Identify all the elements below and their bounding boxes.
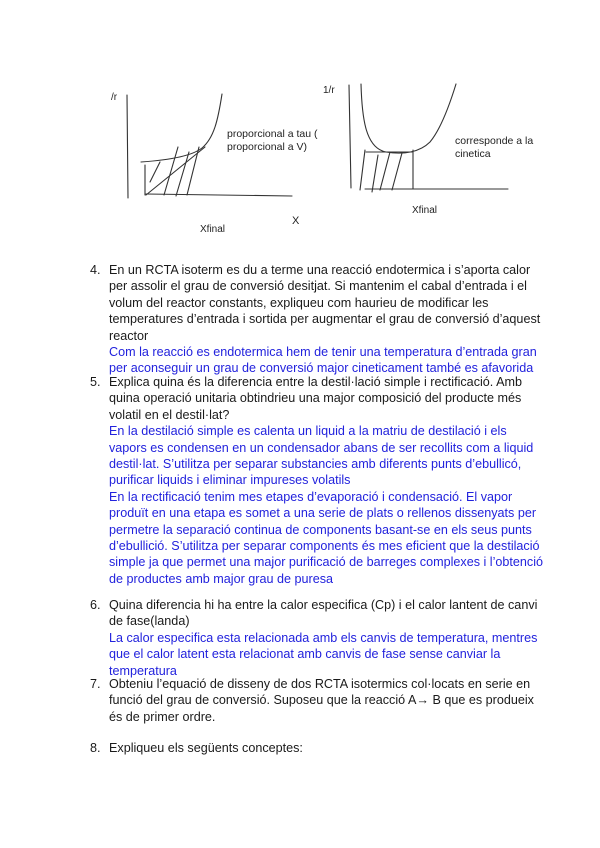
answer-text-line: que el calor latent esta relacionat amb canvis de fase sense canviar la [109, 647, 501, 662]
question-text-line: reactor [109, 328, 149, 343]
answer-text-line: permetre la separació continua de components basant-se en els seus punts [109, 522, 532, 537]
left-xlabel: Xfinal [200, 224, 226, 235]
right-ylabel: 1/r [323, 85, 335, 96]
answer-text-line: simple ja que permet una major purificació de barreges complexes i l’obtenció [109, 555, 544, 570]
left-x-axis-label: X [292, 215, 300, 227]
question-text-line: volum del reactor constants, expliqueu com haurieu de modificar les [109, 295, 489, 310]
left-y-axis [127, 95, 128, 198]
question-text-line: Expliqueu els següents conceptes: [109, 741, 303, 755]
answer-text-line: temperatura [109, 663, 177, 678]
right-xlabel: Xfinal [412, 205, 438, 216]
left-curve-label-2: proporcional a V) [227, 141, 307, 153]
answer-text-line: Com la reacció es endotermica hem de tenir una temperatura d’entrada gran [109, 345, 537, 360]
left-curve-label-1: proporcional a tau ( [227, 128, 318, 140]
answer-text-line: En la destilació simple es calenta un liquid a la matriu de destilació i els [109, 424, 507, 439]
question-text-line: quina operació unitaria obtindrieu una major composició del producte més [109, 391, 522, 406]
question-number: 8. [90, 741, 101, 755]
question-text-line: per assolir el grau de conversió desitjat. Si mantenim el cabal d’entrada i el [109, 279, 527, 294]
answer-text-line: En la rectificació tenim mes etapes d’evaporació i condensació. El vapor [109, 489, 513, 504]
answer-text-line: per aconseguir un grau de conversió major cineticament també es afavorida [109, 361, 534, 376]
answer-text-line: purificar liquids i eliminar impureses volatils [109, 473, 351, 488]
right-y-axis [349, 85, 351, 188]
question-number: 4. [90, 263, 101, 277]
sketch-figures [0, 0, 600, 248]
question-text-line: Quina diferencia hi ha entre la calor especifica (Cp) i el calor lantent de canvi [109, 598, 538, 612]
question-text-line: Explica quina és la diferencia entre la destil·lació simple i rectificació. Amb [109, 375, 522, 389]
question-number: 6. [90, 598, 101, 612]
question-text-line: En un RCTA isoterm es du a terme una reacció endotermica i s’aporta calor [109, 263, 531, 277]
left-x-axis [146, 194, 292, 196]
answer-text-line: vapors es condensen en un condensador abans de ser recollits com a liquid [109, 440, 534, 455]
question-text-line: temperatures d’entrada i sortida per augmentar el grau de conversió d’aquest [109, 312, 541, 327]
left-ylabel: /r [111, 92, 118, 103]
left-curve [141, 94, 222, 162]
answer-text-line: La calor especifica esta relacionada amb els canvis de temperatura, mentres [109, 630, 538, 645]
right-curve [361, 84, 456, 153]
question-number: 7. [90, 677, 101, 691]
question-text-line: és de primer ordre. [109, 709, 216, 724]
question-text-line: funció del grau de conversió. Suposeu que la reacció A→ B que es produeix [109, 693, 534, 708]
answer-text-line: de productes amb major grau de puresa [109, 571, 334, 586]
answer-text-line: produït en una etapa es somet a una serie de plats o rellenos dissenyats per [109, 506, 537, 521]
answer-text-line: destil·lat. S’utilitza per separar substancies amb diferents punts d’ebullicó, [109, 457, 522, 472]
right-curve-label-2: cinetica [455, 148, 491, 160]
right-curve-label-1: corresponde a la [455, 135, 534, 147]
question-text-line: volatil en el destil·lat? [109, 407, 230, 422]
answer-text-line: d’ebullició. S’utilitza per separar components és mes eficient que la destilació [109, 539, 540, 554]
question-text-line: Obteniu l’equació de disseny de dos RCTA isotermics col·locats en serie en [109, 677, 531, 691]
question-number: 5. [90, 375, 101, 389]
question-text-line: de fase(landa) [109, 614, 190, 629]
